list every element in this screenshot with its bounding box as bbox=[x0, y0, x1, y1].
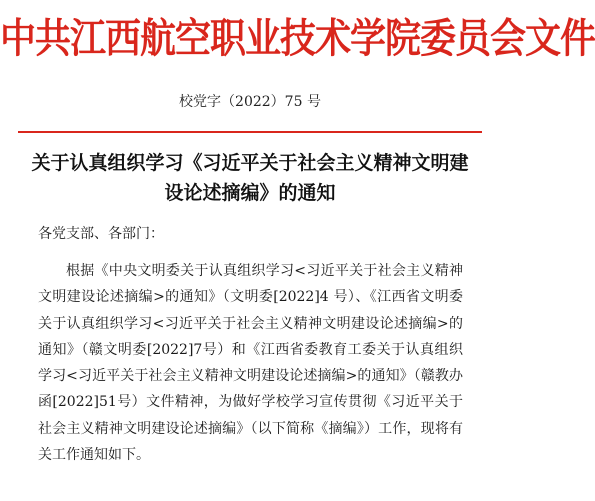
header-divider bbox=[18, 131, 482, 133]
body-paragraph: 根据《中央文明委关于认真组织学习<习近平关于社会主义精神文明建设论述摘编>的通知》（文明委[2022]4 号）、《江西省文明委关于认真组织学习<习近平关于社会主义精神文明建设论述摘编>的通知》（赣文明委[2022]7号）和《江西省委教育工委关于认真组织学习<习近平关于社会主义精神文明建设论述摘编>的通知》（赣教办函[2022]51号）文件精神，为做好学校学习宣传贯彻《习近平关于社会主义精神文明建设论述摘编》（以下简称《摘编》）工作，现将有关工作通知如下。 bbox=[38, 263, 463, 464]
notice-title: 关于认真组织学习《习近平关于社会主义精神文明建设论述摘编》的通知 bbox=[31, 152, 469, 204]
document-number: 校党字（2022）75 号 bbox=[179, 94, 321, 110]
salutation: 各党支部、各部门： bbox=[38, 226, 164, 242]
document-header-title: 中共江西航空职业技术学院委员会文件 bbox=[0, 16, 595, 63]
